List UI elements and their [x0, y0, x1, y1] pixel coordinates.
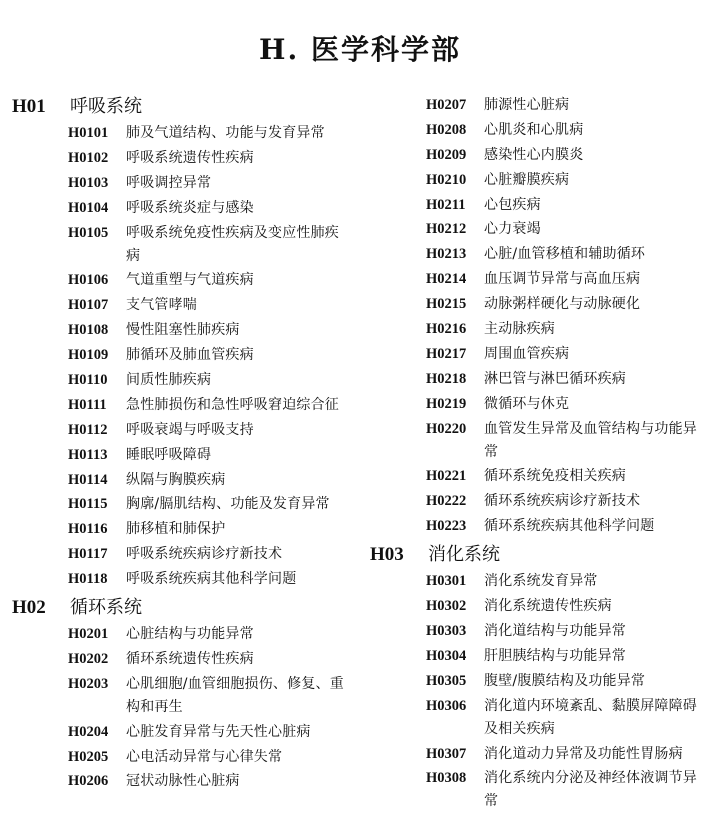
item-name: 微循环与休克	[484, 395, 570, 412]
list-item	[12, 294, 352, 317]
item-code: H0106	[68, 272, 109, 289]
item-name: 消化系统发育异常	[484, 573, 598, 590]
item-name: 胸廓/膈肌结构、功能及发育异常	[126, 496, 330, 513]
list-item	[12, 721, 352, 744]
item-name: 肺及气道结构、功能与发育异常	[126, 125, 325, 141]
item-name: 消化系统遗传性疾病	[484, 598, 612, 615]
item-code: H0301	[426, 573, 467, 590]
list-item	[370, 119, 710, 142]
list-item	[370, 645, 710, 668]
item-name: 肺移植和肺保护	[126, 521, 226, 538]
list-item	[12, 319, 352, 342]
list-item	[370, 268, 710, 291]
item-name: 心脏/血管移植和辅助循环	[484, 246, 646, 263]
list-item	[12, 543, 352, 566]
list-item	[12, 648, 352, 671]
list-item	[370, 670, 710, 693]
item-name: 血管发生异常及血管结构与功能异常	[484, 420, 697, 460]
item-code: H0112	[68, 421, 108, 438]
list-item	[12, 222, 352, 268]
item-name: 消化系统内分泌及神经体液调节异常	[484, 770, 697, 810]
list-item	[370, 490, 710, 513]
item-code: H0217	[426, 345, 467, 362]
item-name: 消化道动力异常及功能性胃肠病	[484, 745, 683, 762]
list-item	[370, 343, 710, 366]
item-name: 感染性心内膜炎	[484, 146, 584, 163]
item-code: H0220	[426, 420, 467, 437]
list-item	[12, 518, 352, 541]
item-name: 肺源性心脏病	[484, 97, 570, 113]
item-name: 消化道结构与功能异常	[484, 623, 626, 640]
item-code: H0118	[68, 571, 108, 588]
section-heading	[370, 540, 710, 570]
list-item	[370, 620, 710, 643]
item-name: 支气管哮喘	[126, 297, 197, 314]
list-item	[370, 393, 710, 416]
section-code: H01	[12, 96, 46, 117]
item-name: 循环系统遗传性疾病	[126, 650, 254, 667]
item-code: H0205	[68, 748, 109, 765]
list-item	[370, 515, 710, 538]
list-item	[370, 218, 710, 241]
item-code: H0211	[426, 196, 466, 213]
list-item	[370, 194, 710, 217]
list-item	[370, 465, 710, 488]
item-code: H0203	[68, 675, 109, 692]
section-name: 循环系统	[70, 597, 142, 619]
list-item	[370, 169, 710, 192]
item-name: 血压调节异常与高血压病	[484, 271, 641, 288]
item-code: H0111	[68, 396, 107, 413]
item-code: H0105	[68, 224, 109, 241]
item-code: H0223	[426, 518, 467, 535]
list-item	[12, 673, 352, 719]
list-item	[12, 269, 352, 292]
item-name: 肺循环及肺血管疾病	[126, 347, 254, 364]
item-name: 循环系统疾病诊疗新技术	[484, 493, 641, 510]
item-code: H0107	[68, 297, 109, 314]
list-item	[370, 243, 710, 266]
item-name: 消化道内环境紊乱、黏膜屏障障碍及相关疾病	[484, 697, 697, 737]
item-name: 心包疾病	[484, 196, 541, 213]
list-item	[370, 318, 710, 341]
list-item	[12, 147, 352, 170]
item-code: H0202	[68, 650, 109, 667]
item-code: H0206	[68, 773, 109, 790]
item-code: H0115	[68, 496, 108, 513]
section-code: H02	[12, 597, 46, 619]
list-item	[370, 94, 710, 117]
page-title: H. 医学科学部	[259, 33, 461, 66]
list-item	[12, 770, 352, 793]
section-name: 消化系统	[428, 544, 500, 566]
item-code: H0113	[68, 446, 108, 463]
section-code: H03	[370, 544, 404, 566]
item-code: H0305	[426, 672, 467, 689]
list-item	[12, 172, 352, 195]
list-item	[12, 623, 352, 646]
item-code: H0114	[68, 471, 108, 488]
list-item	[370, 743, 710, 766]
item-name: 心肌炎和心肌病	[484, 121, 584, 138]
list-item	[12, 469, 352, 492]
left-column	[12, 92, 352, 795]
item-name: 心脏结构与功能异常	[126, 626, 254, 643]
item-code: H0117	[68, 546, 108, 563]
item-name: 循环系统免疫相关疾病	[484, 468, 626, 485]
item-code: H0221	[426, 468, 467, 485]
item-name: 心力衰竭	[484, 221, 541, 238]
item-code: H0303	[426, 623, 467, 640]
list-item	[370, 595, 710, 618]
list-item	[12, 419, 352, 442]
item-code: H0207	[426, 97, 467, 113]
item-name: 心脏瓣膜疾病	[484, 171, 570, 188]
item-code: H0109	[68, 347, 109, 364]
item-name: 循环系统疾病其他科学问题	[484, 518, 655, 535]
item-code: H0215	[426, 296, 467, 313]
list-item	[12, 746, 352, 769]
item-name: 呼吸系统炎症与感染	[126, 199, 254, 216]
item-code: H0214	[426, 271, 467, 288]
section-heading	[12, 92, 352, 122]
item-name: 呼吸系统遗传性疾病	[126, 149, 254, 166]
list-item	[370, 144, 710, 167]
item-name: 急性肺损伤和急性呼吸窘迫综合征	[126, 396, 339, 413]
item-name: 冠状动脉性心脏病	[126, 773, 240, 790]
item-code: H0210	[426, 171, 467, 188]
item-name: 心脏发育异常与先天性心脏病	[126, 723, 311, 740]
item-name: 气道重塑与气道疾病	[126, 272, 254, 289]
list-item	[12, 493, 352, 516]
item-code: H0103	[68, 174, 109, 191]
item-name: 动脉粥样硬化与动脉硬化	[484, 296, 641, 313]
item-code: H0110	[68, 372, 108, 389]
item-name: 呼吸系统免疫性疾病及变应性肺疾病	[126, 224, 339, 264]
item-code: H0213	[426, 246, 467, 263]
list-item	[12, 344, 352, 367]
item-code: H0209	[426, 146, 467, 163]
list-item	[12, 122, 352, 145]
item-code: H0222	[426, 493, 467, 510]
list-item	[12, 394, 352, 417]
item-code: H0104	[68, 199, 109, 216]
item-name: 呼吸调控异常	[126, 174, 212, 191]
item-name: 淋巴管与淋巴循环疾病	[484, 370, 626, 387]
item-code: H0116	[68, 521, 108, 538]
item-code: H0218	[426, 370, 467, 387]
item-code: H0216	[426, 321, 467, 338]
item-code: H0308	[426, 770, 467, 787]
item-name: 呼吸衰竭与呼吸支持	[126, 421, 254, 438]
item-name: 肝胆胰结构与功能异常	[484, 647, 626, 664]
item-code: H0304	[426, 647, 467, 664]
section-heading	[12, 593, 352, 623]
list-item	[370, 570, 710, 593]
item-code: H0108	[68, 322, 109, 339]
item-name: 呼吸系统疾病诊疗新技术	[126, 546, 283, 563]
item-code: H0212	[426, 221, 467, 238]
item-code: H0306	[426, 697, 467, 714]
list-item	[370, 767, 710, 813]
item-name: 睡眠呼吸障碍	[126, 446, 212, 463]
item-name: 心电活动异常与心律失常	[126, 748, 283, 765]
item-name: 腹壁/腹膜结构及功能异常	[484, 672, 646, 689]
list-item	[12, 369, 352, 392]
item-name: 呼吸系统疾病其他科学问题	[126, 571, 297, 588]
section-name: 呼吸系统	[70, 96, 142, 117]
list-item	[370, 695, 710, 741]
item-code: H0219	[426, 395, 467, 412]
item-name: 间质性肺疾病	[126, 372, 212, 389]
item-code: H0208	[426, 121, 467, 138]
item-name: 周围血管疾病	[484, 345, 570, 362]
list-item	[370, 368, 710, 391]
item-code: H0101	[68, 125, 109, 141]
list-item	[370, 418, 710, 464]
list-item	[12, 568, 352, 591]
list-item	[370, 293, 710, 316]
item-name: 慢性阻塞性肺疾病	[126, 322, 240, 339]
item-name: 主动脉疾病	[484, 321, 555, 338]
item-code: H0307	[426, 745, 467, 762]
item-name: 纵隔与胸膜疾病	[126, 471, 226, 488]
item-name: 心肌细胞/血管细胞损伤、修复、重构和再生	[126, 675, 344, 715]
item-code: H0204	[68, 723, 109, 740]
list-item	[12, 197, 352, 220]
list-item	[12, 444, 352, 467]
item-code: H0102	[68, 149, 109, 166]
right-column	[370, 94, 710, 815]
item-code: H0201	[68, 626, 109, 643]
item-code: H0302	[426, 598, 467, 615]
